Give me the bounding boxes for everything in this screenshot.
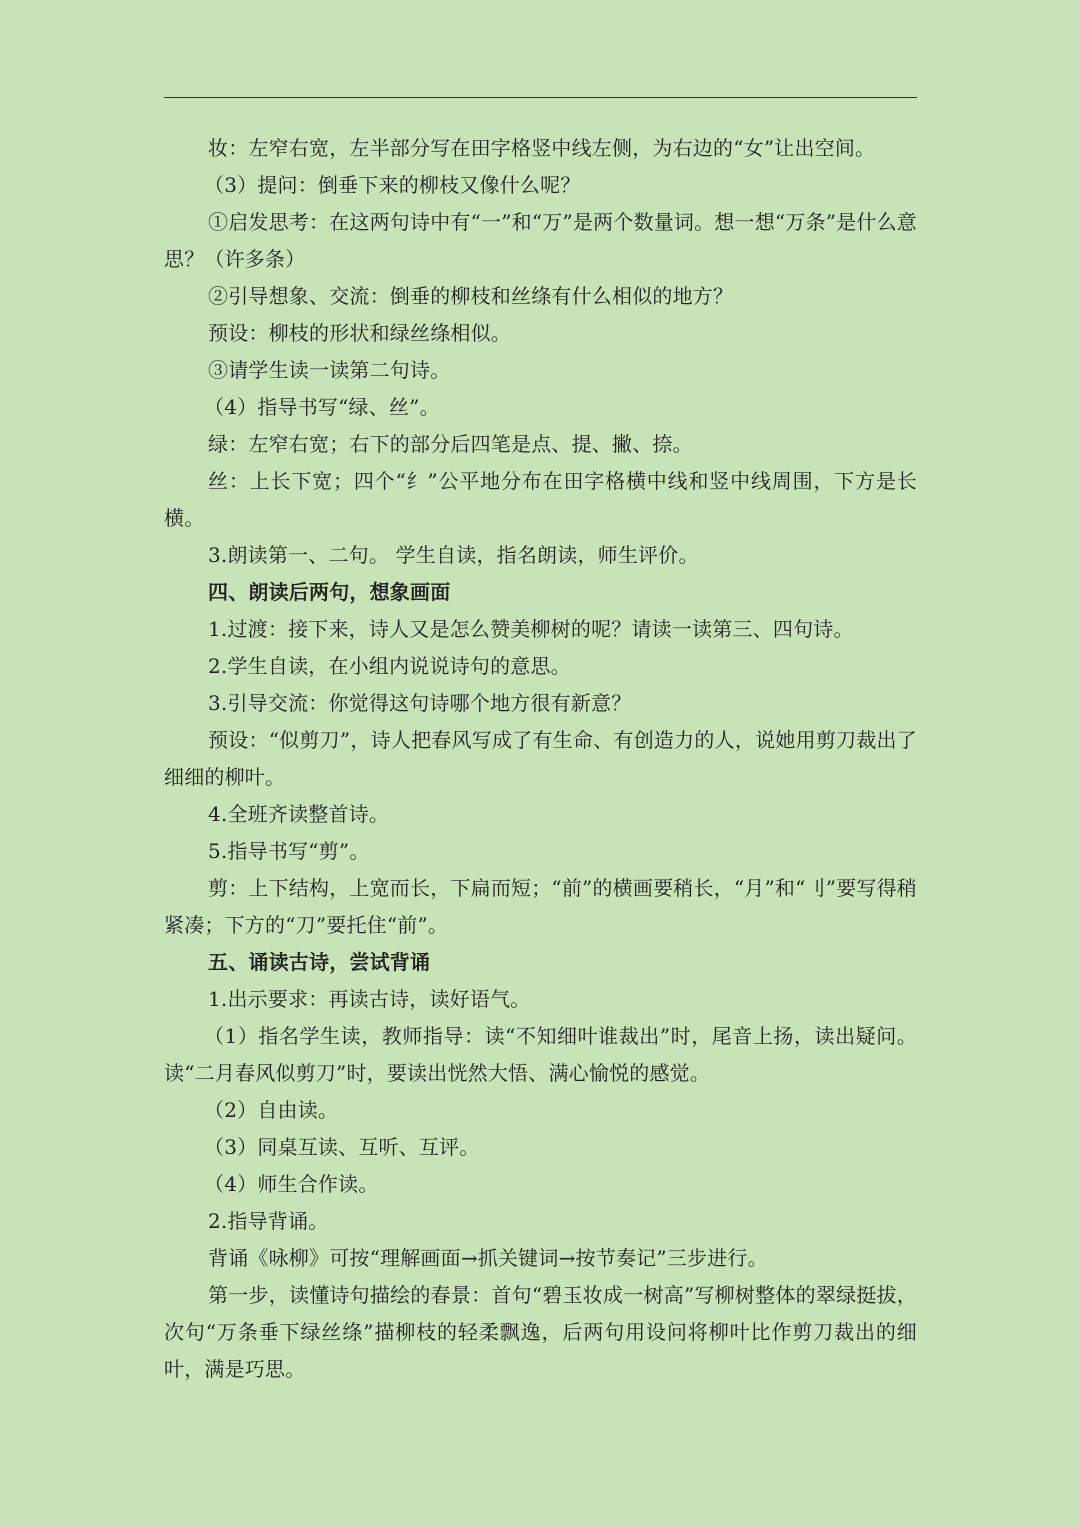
paragraph: （3）同桌互读、互听、互评。 [204, 1135, 480, 1159]
paragraph: ③请学生读一读第二句诗。 [208, 358, 451, 382]
paragraph: 预设：柳枝的形状和绿丝绦相似。 [208, 321, 511, 345]
paragraph: ①启发思考：在这两句诗中有“一”和“万”是两个数量词。想一想“万条”是什么意思？（许多条） [164, 210, 917, 271]
paragraph: 1.过渡：接下来，诗人又是怎么赞美柳树的呢？请读一读第三、四句诗。 [208, 617, 854, 641]
paragraph: 4.全班齐读整首诗。 [208, 802, 390, 826]
paragraph: 丝：上长下宽；四个“纟”公平地分布在田字格横中线和竖中线周围，下方是长横。 [164, 469, 917, 530]
paragraph: 1.出示要求：再读古诗，读好语气。 [208, 987, 531, 1011]
paragraph: 5.指导书写“剪”。 [208, 839, 370, 863]
paragraph: 2.学生自读，在小组内说说诗句的意思。 [208, 654, 571, 678]
paragraph: 3.引导交流：你觉得这句诗哪个地方很有新意？ [208, 691, 632, 715]
paragraph: （1）指名学生读，教师指导：读“不知细叶谁裁出”时，尾音上扬，读出疑问。读“二月春风似剪刀”时，要读出恍然大悟、满心愉悦的感觉。 [164, 1024, 917, 1085]
paragraph: 剪：上下结构，上宽而长，下扁而短；“前”的横画要稍长，“月”和“刂”要写得稍紧凑；下方的“刀”要托住“前”。 [164, 876, 917, 937]
paragraph: （4）师生合作读。 [204, 1172, 379, 1196]
paragraph: 3.朗读第一、二句。 学生自读，指名朗读，师生评价。 [208, 543, 699, 567]
paragraph: （4）指导书写“绿、丝”。 [204, 395, 440, 419]
document-body [164, 130, 917, 1388]
paragraph: ②引导想象、交流：倒垂的柳枝和丝绦有什么相似的地方？ [208, 284, 734, 308]
paragraph: 妆：左窄右宽，左半部分写在田字格竖中线左侧，为右边的“女”让出空间。 [208, 136, 876, 160]
paragraph: 绿：左窄右宽；右下的部分后四笔是点、提、撇、捺。 [208, 432, 693, 456]
header-rule [164, 97, 917, 98]
paragraph: （2）自由读。 [204, 1098, 339, 1122]
paragraph: 2.指导背诵。 [208, 1209, 329, 1233]
paragraph: 预设：“似剪刀”，诗人把春风写成了有生命、有创造力的人，说她用剪刀裁出了细细的柳叶。 [164, 728, 917, 789]
paragraph: 背诵《咏柳》可按“理解画面→抓关键词→按节奏记”三步进行。 [208, 1246, 768, 1270]
paragraph: （3）提问：倒垂下来的柳枝又像什么呢？ [204, 173, 581, 197]
section-heading: 五、诵读古诗，尝试背诵 [208, 950, 431, 974]
section-heading: 四、朗读后两句，想象画面 [208, 580, 451, 604]
paragraph: 第一步，读懂诗句描绘的春景：首句“碧玉妆成一树高”写柳树整体的翠绿挺拔，次句“万条垂下绿丝绦”描柳枝的轻柔飘逸，后两句用设问将柳叶比作剪刀裁出的细叶，满是巧思。 [164, 1283, 917, 1381]
